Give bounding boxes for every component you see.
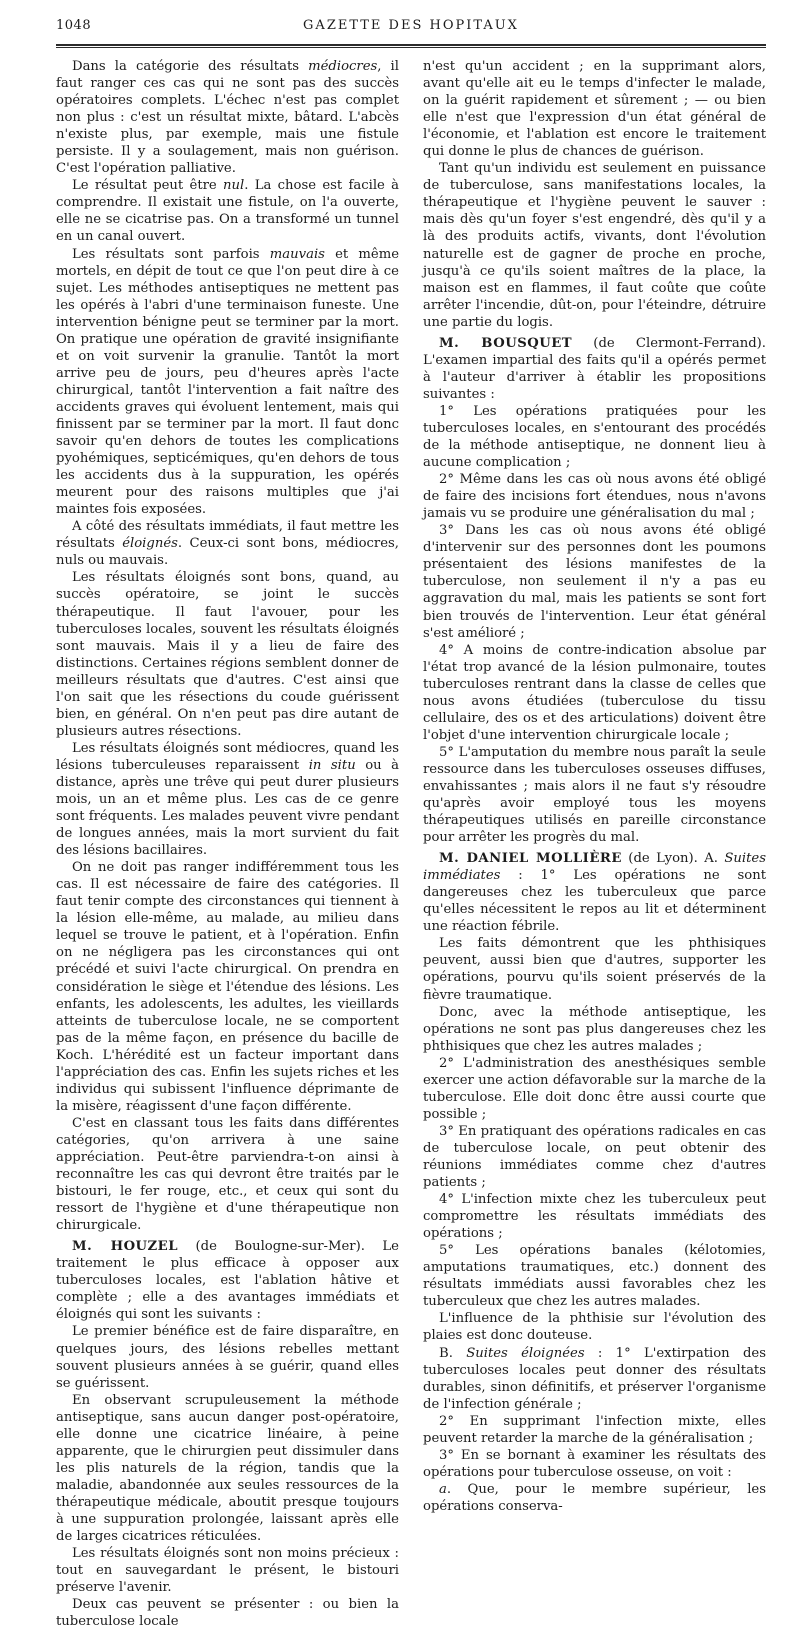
italic-text: in situ <box>308 757 356 773</box>
paragraph-text: Deux cas peuvent se présenter : ou bien la tuberculose locale <box>56 1597 399 1630</box>
paragraph <box>423 850 766 935</box>
paragraph-text: (de Lyon). A. <box>621 851 725 867</box>
paragraph-text: Le résultat peut être <box>72 178 224 194</box>
paragraph-text: Les résultats sont parfois <box>72 246 270 262</box>
paragraph-text: 1° Les opérations pratiquées pour les tuberculoses locales, en s'entourant des procédés de la méthode antiseptique, ne donnent lieu à aucune complication ; <box>423 403 766 471</box>
paragraph <box>56 177 399 245</box>
paragraph <box>56 1596 399 1630</box>
paragraph <box>423 1242 766 1310</box>
paragraph <box>423 58 766 160</box>
paragraph-text: 2° En supprimant l'infection mixte, elles peuvent retarder la marche de la généralisation ; <box>423 1413 766 1446</box>
running-title: GAZETTE DES HOPITAUX <box>303 18 519 33</box>
paragraph-text: 3° Dans les cas où nous avons été obligé d'intervenir sur des personnes dont les poumons présentaient des lésions manifestes de la tuberculose, non seulement il n'y a pas eu aggravation du mal, mais les patients se sont fort bien trouvés de l'intervention. Leur état général s'est amélioré ; <box>423 523 766 641</box>
paragraph-text: n'est qu'un accident ; en la supprimant alors, avant qu'elle ait eu le temps d'infecter le malade, on la guérit rapidement et sûrement ; — ou bien elle n'est que l'expression d'un état général de l'économie, et l'ablation est encore le traitement qui donne le plus de chances de guérison. <box>423 59 766 160</box>
paragraph-text: Tant qu'un individu est seulement en puissance de tuberculose, sans manifestations locales, la thérapeutique et l'hygiène peuvent le sauver : mais dès qu'un foyer s'est engendré, dès qu'il y a là des produits actifs, vivants, dont l'évolution naturelle est de gagner de proche en proche, jusqu'à ce qu'ils soient maîtres de la place, la maison est en flammes, il faut coûte que coûte arrêter l'incendie, dût-on, pour l'éteindre, détruire une partie du logis. <box>423 161 766 330</box>
paragraph <box>423 1481 766 1515</box>
paragraph-text: (de Clermont-Ferrand). L'examen impartial des faits qu'il a opérés permet à l'auteur d'arriver à établir les propositions suivantes : <box>423 335 766 402</box>
paragraph-text: ou à distance, après une trêve qui peut durer plusieurs mois, un an et même plus. Les cas de ce genre sont fréquents. Les malades peuvent vivre pendant de longues années, mais la mort survient du fait des lésions bacillaires. <box>56 757 399 859</box>
paragraph <box>423 1123 766 1191</box>
paragraph-text: : 1° L'extirpation des tuberculoses locales peut donner des résultats durables, sinon définitifs, et préserver l'organisme de l'infection générale ; <box>423 1345 766 1412</box>
paragraph <box>56 1392 399 1545</box>
paragraph <box>56 1238 399 1323</box>
paragraph-text: L'influence de la phthisie sur l'évolution des plaies est donc douteuse. <box>423 1311 766 1344</box>
paragraph-text: Dans la catégorie des résultats <box>72 59 309 74</box>
paragraph <box>56 1323 399 1391</box>
paragraph <box>423 1191 766 1242</box>
paragraph <box>423 1413 766 1447</box>
paragraph <box>423 471 766 522</box>
paragraph <box>423 744 766 846</box>
left-column <box>56 58 399 1630</box>
italic-text: médiocres <box>308 59 378 74</box>
italic-text: a <box>439 1481 447 1497</box>
italic-text: nul <box>223 178 245 194</box>
paragraph-text: 3° En se bornant à examiner les résultats des opérations pour tuberculose osseuse, on voit : <box>423 1447 766 1480</box>
paragraph-text: : 1° Les opérations ne sont dangereuses chez les tuberculeux que parce qu'elles nécessitent le repos au lit et déterminent une réaction fébrile. <box>423 868 766 935</box>
paragraph <box>423 1004 766 1055</box>
paragraph-text: , il faut ranger ces cas qui ne sont pas des succès opératoires complets. L'échec n'est pas complet non plus : c'est un résultat mixte, bâtard. L'abcès n'existe plus, par exemple, mais une fistule persiste. Il y a soulagement, mais non guérison. C'est l'opération palliative. <box>56 59 399 177</box>
paragraph <box>56 246 399 519</box>
paragraph <box>423 335 766 403</box>
paragraph <box>423 1055 766 1123</box>
paragraph <box>56 859 399 1115</box>
paragraph <box>423 1447 766 1481</box>
paragraph-text: 4° L'infection mixte chez les tuberculeux peut compromettre les résultats immédiats des opérations ; <box>423 1192 766 1242</box>
paragraph-text: 2° Même dans les cas où nous avons été obligé de faire des incisions fort étendues, nous n'avons jamais vu se produire une généralisation du mal ; <box>423 472 766 522</box>
paragraph <box>56 1545 399 1596</box>
paragraph-text: En observant scrupuleusement la méthode antiseptique, sans aucun danger post-opératoire, elle donne une cicatrice linéaire, à peine apparente, que le chirurgien peut dissimuler dans les plis naturels de la région, tandis que la maladie, abandonnée aux seules ressources de la thérapeutique médicale, aboutit presque toujours à une suppuration prolongée, laissant après elle de larges cicatrices réticulées. <box>56 1392 399 1545</box>
paragraph-text: . Que, pour le membre supérieur, les opérations conserva- <box>423 1481 766 1514</box>
paragraph-text: Donc, avec la méthode antiseptique, les opérations ne sont pas plus dangereuses chez les phthisiques que chez les autres malades ; <box>423 1004 766 1054</box>
paragraph <box>423 522 766 641</box>
paragraph-text: B. <box>439 1345 467 1361</box>
running-header <box>56 18 766 42</box>
paragraph <box>56 58 399 177</box>
header-rule <box>56 44 766 48</box>
paragraph <box>56 518 399 569</box>
paragraph-text: Les résultats éloignés sont non moins précieux : tout en sauvegardant le présent, le bistouri préserve l'avenir. <box>56 1546 399 1596</box>
author-name: M. HOUZEL <box>72 1239 179 1255</box>
paragraph <box>56 740 399 859</box>
paragraph <box>423 160 766 330</box>
italic-text: Suites immédiates <box>423 851 766 884</box>
paragraph-text: 5° Les opérations banales (kélotomies, amputations traumatiques, etc.) donnent des résultats immédiats aussi favorables chez les tuberculeux que chez les autres malades. <box>423 1243 766 1310</box>
paragraph-text: 5° L'amputation du membre nous paraît la seule ressource dans les tuberculoses osseuses diffuses, envahissantes ; mais alors il ne faut s'y résoudre qu'après avoir employé tous les moyens thérapeutiques utilisés en pareille circonstance pour arrêter les progrès du mal. <box>423 744 766 846</box>
paragraph-text: A côté des résultats immédiats, il faut mettre les résultats <box>56 519 399 552</box>
paragraph-text: Le premier bénéfice est de faire disparaître, en quelques jours, des lésions rebelles mettant souvent plusieurs années à se guérir, quand elles se guérissent. <box>56 1324 399 1391</box>
paragraph-text: On ne doit pas ranger indifféremment tous les cas. Il est nécessaire de faire des catégories. Il faut tenir compte des circonstances qui tiennent à la lésion elle-même, au malade, au milieu dans lequel se trouve le patient, et à l'opération. Enfin on ne négligera pas les circonstances qui ont précédé et suivi l'acte chirurgical. On prendra en considération le siège et l'étendue des lésions. Les enfants, les adolescents, les adultes, les vieillards atteints de tuberculose locale, ne se comportent pas de la même façon, en présence du bacille de Koch. L'hérédité est un facteur important dans l'appréciation des cas. Enfin les sujets riches et les individus qui subissent l'influence déprimante de la misère, réagissent d'une façon différente. <box>56 860 399 1114</box>
italic-text: mauvais <box>269 246 325 262</box>
paragraph-text: Les faits démontrent que les phthisiques peuvent, aussi bien que d'autres, supporter les opérations, pourvu qu'ils soient préservés de la fièvre traumatique. <box>423 936 766 1003</box>
paragraph-text: 4° A moins de contre-indication absolue par l'état trop avancé de la lésion pulmonaire, toutes tuberculoses rentrant dans la classe de celles que nous avons étudiées (tuberculose du tissu cellulaire, des os et des articulations) doivent être l'objet d'une intervention chirurgicale locale ; <box>423 642 766 743</box>
paragraph <box>423 1345 766 1413</box>
italic-text: Suites éloignées <box>466 1345 585 1361</box>
paragraph-text: 3° En pratiquant des opérations radicales en cas de tuberculose locale, on peut obtenir des réunions immédiates comme chez d'autres patients ; <box>423 1123 766 1191</box>
paragraph <box>423 403 766 471</box>
paragraph <box>423 935 766 1003</box>
paragraph-text: et même mortels, en dépit de tout ce que l'on peut dire à ce sujet. Les méthodes antiseptiques ne mettent pas les opérés à l'abri d'une terminaison funeste. Une intervention bénigne peut se terminer par la mort. On pratique une opération de gravité insignifiante et on voit survenir la granulie. Tantôt la mort arrive peu de jours, peu d'heures après l'acte chirurgical, tantôt l'intervention a fait naître des accidents graves qui évoluent lentement, mais qui finissent par se terminer par la mort. Il faut donc savoir qu'en dehors de toutes les complications pyohémiques, septicémiques, qu'en dehors de tous les accidents dus à la suppuration, les opérés meurent pour des raisons multiples que j'ai maintes fois exposées. <box>56 246 400 518</box>
italic-text: éloignés <box>122 536 178 552</box>
right-column <box>423 58 766 1630</box>
paragraph-text: (de Boulogne-sur-Mer). Le traitement le plus efficace à opposer aux tuberculoses locales, est l'ablation hâtive et complète ; elle a des avantages immédiats et éloignés qui sont les suivants : <box>56 1239 399 1323</box>
paragraph-text: . Ceux-ci sont bons, médiocres, nuls ou mauvais. <box>56 536 400 569</box>
text-columns <box>56 58 766 1630</box>
paragraph-text: C'est en classant tous les faits dans différentes catégories, qu'on arrivera à une saine appréciation. Peut-être parviendra-t-on ainsi à reconnaître les cas qui devront être traités par le bistouri, le fer rouge, etc., et ceux qui sont du ressort de l'hygiène et d'une thérapeutique non chirurgicale. <box>56 1115 399 1234</box>
author-name: M. DANIEL MOLLIÈRE <box>439 851 622 867</box>
paragraph-text: Les résultats éloignés sont médiocres, quand les lésions tuberculeuses reparaissent <box>56 740 399 773</box>
page-number: 1048 <box>56 18 92 33</box>
author-name: M. BOUSQUET <box>439 335 573 351</box>
paragraph <box>423 642 766 744</box>
paragraph <box>56 569 399 739</box>
paragraph <box>423 1310 766 1344</box>
paragraph-text: 2° L'administration des anesthésiques semble exercer une action défavorable sur la marche de la tuberculose. Elle doit donc être aussi courte que possible ; <box>423 1055 766 1122</box>
paragraph-text: . La chose est facile à comprendre. Il existait une fistule, on l'a ouverte, elle ne se cicatrise pas. On a transformé un tunnel en un canal ouvert. <box>56 178 400 245</box>
paragraph-text: Les résultats éloignés sont bons, quand, au succès opératoire, se joint le succès thérapeutique. Il faut l'avouer, pour les tuberculoses locales, souvent les résultats éloignés sont mauvais. Mais il y a lieu de faire des distinctions. Certaines régions semblent donner de meilleurs résultats que d'autres. C'est ainsi que l'on sait que les résections du coude guérissent bien, en général. On n'en peut pas dire autant de plusieurs autres résections. <box>56 570 399 739</box>
